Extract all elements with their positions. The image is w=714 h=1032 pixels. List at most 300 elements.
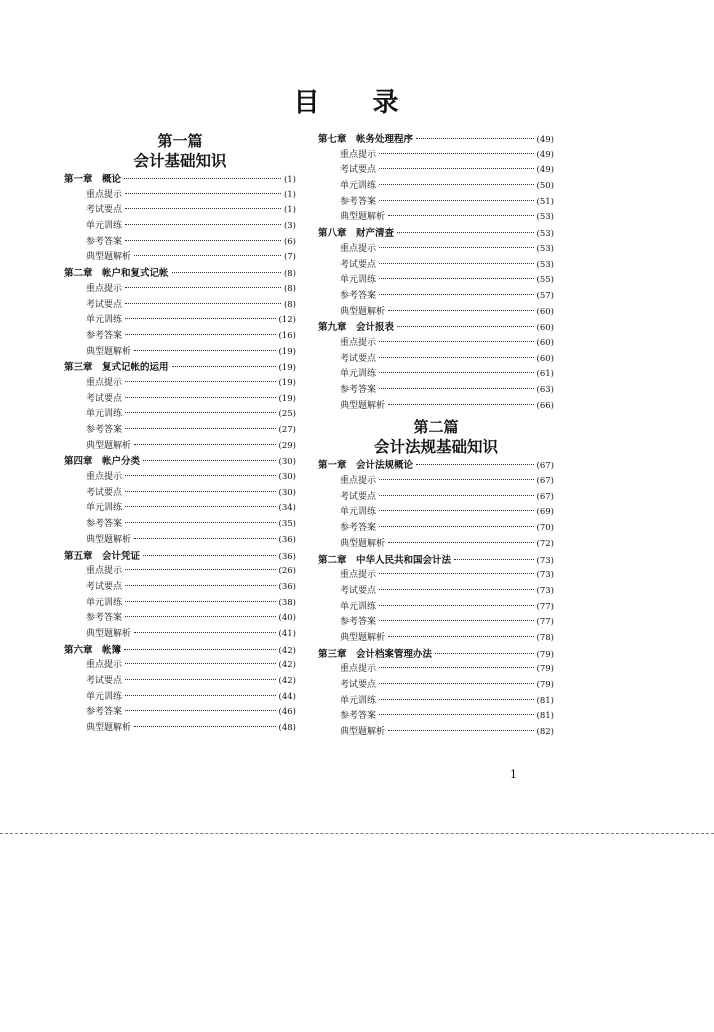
- dot-leader: [379, 184, 534, 185]
- dot-leader: [397, 326, 534, 327]
- toc-entry-page: (8): [283, 283, 296, 294]
- toc-entry-label: 考试要点: [86, 393, 123, 404]
- toc-entry-label: 第四章 帐户分类: [64, 456, 141, 468]
- toc-section-entry: [64, 705, 296, 721]
- dot-leader: [125, 428, 276, 429]
- toc-entry-label: 参考答案: [340, 196, 377, 207]
- toc-section-entry: [64, 564, 296, 580]
- dot-leader: [125, 695, 276, 696]
- dot-leader: [388, 215, 534, 216]
- toc-column-right: [318, 132, 554, 741]
- toc-entry-label: 第三章 会计档案管理办法: [318, 648, 433, 660]
- toc-entry-label: 重点提示: [340, 476, 377, 487]
- dot-leader: [143, 460, 276, 461]
- toc-section-entry: [318, 615, 554, 631]
- toc-entry-page: (49): [536, 165, 554, 176]
- dot-leader: [125, 710, 276, 711]
- toc-section-entry: [64, 203, 296, 219]
- toc-entry-page: (12): [278, 315, 296, 326]
- dot-leader: [125, 397, 276, 398]
- toc-section-entry: [64, 627, 296, 643]
- toc-chapter-entry: [318, 226, 554, 242]
- dot-leader: [379, 153, 534, 154]
- toc-chapter-entry: [318, 553, 554, 569]
- toc-entry-page: (61): [536, 369, 554, 380]
- toc-entry-page: (29): [278, 440, 296, 451]
- dot-leader: [134, 726, 276, 727]
- dot-leader: [125, 616, 276, 617]
- toc-entry-page: (1): [283, 205, 296, 216]
- dot-leader: [125, 475, 276, 476]
- page-title: 目 录: [293, 88, 421, 118]
- toc-section-entry: [64, 721, 296, 737]
- toc-chapter-entry: [64, 454, 296, 470]
- toc-section-entry: [64, 345, 296, 361]
- toc-entry-page: (38): [278, 597, 296, 608]
- toc-entry-label: 参考答案: [340, 523, 377, 534]
- toc-section-entry: [318, 709, 554, 725]
- toc-entry-label: 重点提示: [340, 243, 377, 254]
- toc-list: [318, 458, 554, 740]
- toc-section-entry: [318, 600, 554, 616]
- dot-leader: [172, 366, 276, 367]
- toc-entry-page: (30): [278, 472, 296, 483]
- dot-leader: [379, 526, 534, 527]
- dot-leader: [379, 168, 534, 169]
- toc-section-entry: [318, 631, 554, 647]
- toc-section-entry: [318, 210, 554, 226]
- toc-chapter-entry: [318, 458, 554, 474]
- toc-entry-label: 第六章 帐簿: [64, 644, 122, 656]
- dot-leader: [379, 495, 534, 496]
- dot-leader: [379, 699, 534, 700]
- toc-entry-label: 单元训练: [340, 507, 377, 518]
- toc-entry-page: (82): [536, 727, 554, 738]
- toc-chapter-entry: [64, 549, 296, 565]
- toc-section-entry: [64, 611, 296, 627]
- dot-leader: [134, 350, 276, 351]
- dot-leader: [125, 491, 276, 492]
- toc-entry-page: (42): [278, 660, 296, 671]
- dot-leader: [172, 272, 281, 273]
- toc-entry-label: 重点提示: [86, 566, 123, 577]
- dot-leader: [388, 310, 534, 311]
- toc-section-entry: [318, 490, 554, 506]
- toc-entry-label: 单元训练: [86, 503, 123, 514]
- toc-section-entry: [318, 195, 554, 211]
- toc-entry-label: 考试要点: [340, 680, 377, 690]
- toc-section-entry: [318, 367, 554, 383]
- toc-section-entry: [64, 501, 296, 517]
- toc-entry-label: 单元训练: [340, 601, 377, 612]
- toc-section-entry: [318, 694, 554, 710]
- toc-entry-label: 参考答案: [86, 519, 123, 530]
- toc-entry-page: (79): [536, 649, 554, 660]
- part-name: 第一篇: [157, 132, 203, 150]
- toc-entry-label: 第二章 中华人民共和国会计法: [318, 554, 452, 566]
- toc-entry-page: (60): [536, 323, 554, 334]
- dot-leader: [125, 224, 281, 225]
- toc-entry-page: (73): [536, 570, 554, 581]
- toc-section-entry: [64, 392, 296, 408]
- toc-entry-page: (78): [536, 632, 554, 643]
- toc-entry-label: 考试要点: [340, 585, 377, 596]
- dot-leader: [379, 667, 534, 668]
- toc-entry-label: 参考答案: [86, 613, 123, 624]
- toc-entry-label: 典型题解析: [86, 346, 132, 357]
- toc-entry-page: (77): [536, 617, 554, 628]
- toc-entry-label: 重点提示: [340, 337, 377, 348]
- toc-entry-label: 考试要点: [340, 259, 377, 270]
- toc-entry-label: 参考答案: [86, 707, 123, 718]
- dot-leader: [125, 663, 276, 664]
- dot-leader: [379, 372, 534, 373]
- toc-section-entry: [64, 486, 296, 502]
- toc-section-entry: [64, 313, 296, 329]
- toc-entry-page: (44): [278, 691, 296, 702]
- toc-entry-label: 典型题解析: [86, 628, 132, 639]
- toc-entry-page: (67): [536, 476, 554, 487]
- toc-section-entry: [64, 188, 296, 204]
- toc-section-entry: [64, 533, 296, 549]
- toc-entry-label: 参考答案: [86, 236, 123, 247]
- toc-entry-label: 重点提示: [86, 660, 123, 671]
- dot-leader: [125, 569, 276, 570]
- dot-leader: [125, 193, 281, 194]
- toc-section-entry: [64, 580, 296, 596]
- toc-entry-label: 重点提示: [340, 664, 377, 675]
- toc-entry-label: 典型题解析: [86, 723, 132, 734]
- dot-leader: [379, 278, 534, 279]
- toc-entry-label: 典型题解析: [86, 252, 132, 263]
- toc-entry-page: (53): [536, 243, 554, 254]
- toc-entry-page: (41): [278, 628, 296, 639]
- toc-entry-page: (19): [278, 393, 296, 404]
- toc-section-entry: [64, 250, 296, 266]
- toc-chapter-entry: [318, 320, 554, 336]
- dot-leader: [379, 200, 534, 201]
- toc-entry-label: 考试要点: [86, 676, 123, 686]
- toc-section-entry: [64, 282, 296, 298]
- toc-entry-page: (26): [278, 566, 296, 577]
- toc-section-entry: [64, 439, 296, 455]
- toc-entry-label: 典型题解析: [340, 400, 386, 411]
- toc-entry-label: 参考答案: [340, 711, 377, 722]
- toc-section-entry: [318, 305, 554, 321]
- dot-leader: [125, 240, 281, 241]
- part-heading: [318, 418, 554, 458]
- toc-entry-label: 重点提示: [340, 149, 377, 160]
- dot-leader: [388, 404, 534, 405]
- dot-leader: [125, 334, 276, 335]
- toc-entry-label: 单元训练: [86, 221, 123, 232]
- toc-entry-page: (66): [536, 400, 554, 411]
- dot-leader: [397, 232, 534, 233]
- toc-entry-label: 典型题解析: [86, 534, 132, 545]
- dot-leader: [134, 255, 281, 256]
- dot-leader: [134, 632, 276, 633]
- toc-entry-page: (72): [536, 538, 554, 549]
- part-name: 第二篇: [413, 418, 459, 437]
- toc-entry-page: (60): [536, 353, 554, 364]
- toc-entry-page: (7): [283, 252, 296, 263]
- dot-leader: [125, 506, 276, 507]
- dot-leader: [416, 464, 534, 465]
- dot-leader: [125, 287, 281, 288]
- dot-leader: [379, 341, 534, 342]
- toc-section-entry: [318, 678, 554, 694]
- toc-entry-label: 考试要点: [340, 353, 377, 364]
- dot-leader: [125, 412, 276, 413]
- toc-section-entry: [64, 674, 296, 690]
- toc-entry-page: (19): [278, 363, 296, 374]
- toc-entry-label: 重点提示: [86, 472, 123, 483]
- dot-leader: [143, 555, 276, 556]
- part-subtitle: 会计基础知识: [133, 152, 227, 170]
- toc-section-entry: [64, 298, 296, 314]
- dot-leader: [379, 714, 534, 715]
- toc-entry-label: 典型题解析: [340, 538, 386, 549]
- toc-entry-page: (79): [536, 680, 554, 690]
- toc-entry-page: (8): [283, 269, 296, 280]
- toc-entry-page: (50): [536, 181, 554, 192]
- toc-entry-page: (55): [536, 275, 554, 286]
- dot-leader: [379, 388, 534, 389]
- dot-leader: [134, 538, 276, 539]
- dot-leader: [379, 510, 534, 511]
- toc-entry-page: (79): [536, 664, 554, 675]
- toc-section-entry: [64, 596, 296, 612]
- toc-section-entry: [318, 273, 554, 289]
- toc-section-entry: [64, 235, 296, 251]
- toc-section-entry: [318, 242, 554, 258]
- toc-entry-page: (30): [278, 487, 296, 498]
- toc-entry-label: 单元训练: [86, 597, 123, 608]
- dot-leader: [435, 653, 534, 654]
- toc-entry-label: 考试要点: [340, 491, 377, 502]
- toc-entry-label: 第一章 概论: [64, 174, 122, 185]
- toc-entry-label: 单元训练: [340, 695, 377, 706]
- dot-leader: [134, 444, 276, 445]
- toc-entry-label: 典型题解析: [86, 440, 132, 451]
- toc-entry-label: 第三章 复式记帐的运用: [64, 362, 169, 374]
- toc-entry-page: (19): [278, 346, 296, 357]
- dot-leader: [125, 601, 276, 602]
- dot-leader: [379, 479, 534, 480]
- toc-entry-label: 第九章 会计报表: [318, 322, 395, 334]
- toc-entry-page: (36): [278, 581, 296, 592]
- dot-leader: [125, 318, 276, 319]
- dot-leader: [379, 589, 534, 590]
- toc-entry-label: 重点提示: [86, 189, 123, 200]
- toc-entry-page: (67): [536, 461, 554, 472]
- toc-entry-page: (49): [536, 149, 554, 160]
- toc-section-entry: [64, 329, 296, 345]
- toc-section-entry: [64, 690, 296, 706]
- toc-section-entry: [64, 658, 296, 674]
- dot-leader: [379, 294, 534, 295]
- toc-entry-page: (57): [536, 290, 554, 301]
- toc-list: [318, 132, 554, 414]
- toc-entry-page: (73): [536, 585, 554, 596]
- dot-leader: [125, 303, 281, 304]
- toc-entry-page: (35): [278, 519, 296, 530]
- toc-section-entry: [64, 517, 296, 533]
- dot-leader: [379, 605, 534, 606]
- toc-entry-page: (53): [536, 259, 554, 270]
- toc-entry-label: 重点提示: [86, 377, 123, 388]
- toc-section-entry: [318, 521, 554, 537]
- dot-leader: [125, 381, 276, 382]
- dot-leader: [379, 357, 534, 358]
- toc-section-entry: [64, 219, 296, 235]
- toc-section-entry: [318, 383, 554, 399]
- toc-entry-label: 第五章 会计凭证: [64, 550, 141, 562]
- toc-entry-label: 考试要点: [86, 205, 123, 216]
- toc-entry-label: 典型题解析: [340, 212, 386, 223]
- dot-leader: [124, 649, 276, 650]
- toc-entry-label: 重点提示: [340, 570, 377, 581]
- toc-entry-page: (49): [536, 135, 554, 145]
- toc-entry-page: (42): [278, 645, 296, 656]
- toc-entry-page: (70): [536, 523, 554, 534]
- page-number: 1: [510, 768, 517, 781]
- toc-list: [64, 172, 296, 737]
- toc-entry-page: (8): [283, 299, 296, 310]
- toc-entry-label: 参考答案: [340, 385, 377, 395]
- toc-entry-label: 考试要点: [86, 299, 123, 310]
- toc-section-entry: [318, 568, 554, 584]
- dot-leader: [379, 683, 534, 684]
- toc-entry-page: (25): [278, 409, 296, 420]
- toc-entry-label: 典型题解析: [340, 727, 386, 738]
- toc-section-entry: [318, 163, 554, 179]
- toc-section-entry: [318, 352, 554, 368]
- part-heading: [64, 132, 296, 172]
- toc-entry-label: 重点提示: [86, 283, 123, 294]
- toc-chapter-entry: [64, 172, 296, 188]
- toc-entry-page: (46): [278, 707, 296, 718]
- toc-entry-page: (42): [278, 676, 296, 686]
- toc-entry-page: (48): [278, 723, 296, 734]
- toc-entry-page: (30): [278, 457, 296, 468]
- toc-entry-label: 单元训练: [86, 691, 123, 702]
- toc-entry-label: 单元训练: [340, 181, 377, 192]
- toc-entry-label: 典型题解析: [340, 632, 386, 643]
- toc-entry-page: (69): [536, 507, 554, 518]
- dot-leader: [125, 522, 276, 523]
- dot-leader: [379, 247, 534, 248]
- toc-entry-label: 第八章 财产清查: [318, 228, 395, 240]
- toc-entry-label: 单元训练: [340, 275, 377, 286]
- toc-entry-page: (73): [536, 555, 554, 566]
- toc-entry-page: (16): [278, 330, 296, 341]
- dot-leader: [379, 620, 534, 621]
- toc-entry-page: (36): [278, 534, 296, 545]
- toc-entry-page: (67): [536, 491, 554, 502]
- toc-entry-label: 参考答案: [86, 330, 123, 341]
- toc-entry-label: 单元训练: [86, 409, 123, 420]
- toc-entry-page: (3): [283, 221, 296, 232]
- dot-leader: [379, 573, 534, 574]
- dot-leader: [379, 263, 534, 264]
- toc-entry-page: (34): [278, 503, 296, 514]
- toc-entry-page: (77): [536, 601, 554, 612]
- toc-entry-page: (81): [536, 695, 554, 706]
- toc-section-entry: [318, 336, 554, 352]
- toc-chapter-entry: [64, 643, 296, 659]
- toc-section-entry: [318, 289, 554, 305]
- toc-section-entry: [318, 662, 554, 678]
- toc-entry-label: 考试要点: [86, 487, 123, 498]
- toc-entry-label: 第一章 会计法规概论: [318, 460, 414, 472]
- toc-entry-label: 考试要点: [340, 165, 377, 176]
- dot-leader: [125, 585, 276, 586]
- dot-leader: [125, 208, 281, 209]
- toc-chapter-entry: [318, 647, 554, 663]
- toc-entry-label: 参考答案: [86, 425, 123, 435]
- toc-entry-page: (51): [536, 196, 554, 207]
- toc-section-entry: [64, 376, 296, 392]
- dot-leader: [124, 178, 281, 179]
- dot-leader: [388, 636, 534, 637]
- toc-section-entry: [64, 407, 296, 423]
- toc-entry-page: (6): [283, 236, 296, 247]
- dot-leader: [388, 730, 534, 731]
- dot-leader: [454, 559, 534, 560]
- toc-entry-page: (60): [536, 337, 554, 348]
- toc-entry-label: 单元训练: [340, 369, 377, 380]
- toc-section-entry: [318, 505, 554, 521]
- toc-section-entry: [318, 537, 554, 553]
- toc-entry-label: 典型题解析: [340, 306, 386, 317]
- toc-entry-page: (36): [278, 551, 296, 562]
- toc-chapter-entry: [318, 132, 554, 148]
- toc-entry-label: 考试要点: [86, 581, 123, 592]
- dot-leader: [416, 138, 534, 139]
- toc-entry-page: (1): [283, 189, 296, 200]
- divider: [0, 833, 714, 834]
- toc-entry-page: (60): [536, 306, 554, 317]
- toc-entry-label: 单元训练: [86, 315, 123, 326]
- toc-entry-page: (40): [278, 613, 296, 624]
- toc-entry-label: 第二章 帐户和复式记帐: [64, 268, 169, 280]
- toc-entry-page: (81): [536, 711, 554, 722]
- toc-section-entry: [318, 584, 554, 600]
- toc-entry-page: (53): [536, 229, 554, 240]
- toc-entry-page: (19): [278, 377, 296, 388]
- dot-leader: [125, 679, 276, 680]
- toc-section-entry: [318, 179, 554, 195]
- toc-entry-label: 参考答案: [340, 290, 377, 301]
- toc-section-entry: [64, 470, 296, 486]
- toc-entry-label: 第七章 帐务处理程序: [318, 134, 414, 145]
- toc-section-entry: [318, 725, 554, 741]
- toc-chapter-entry: [64, 360, 296, 376]
- part-subtitle: 会计法规基础知识: [373, 438, 498, 457]
- toc-section-entry: [318, 148, 554, 164]
- toc-entry-page: (1): [283, 175, 296, 185]
- toc-column-left: [64, 132, 296, 737]
- toc-section-entry: [318, 474, 554, 490]
- toc-section-entry: [318, 399, 554, 415]
- toc-entry-label: 参考答案: [340, 617, 377, 628]
- toc-chapter-entry: [64, 266, 296, 282]
- toc-entry-page: (27): [278, 425, 296, 435]
- toc-section-entry: [64, 423, 296, 439]
- dot-leader: [388, 542, 534, 543]
- toc-entry-page: (53): [536, 212, 554, 223]
